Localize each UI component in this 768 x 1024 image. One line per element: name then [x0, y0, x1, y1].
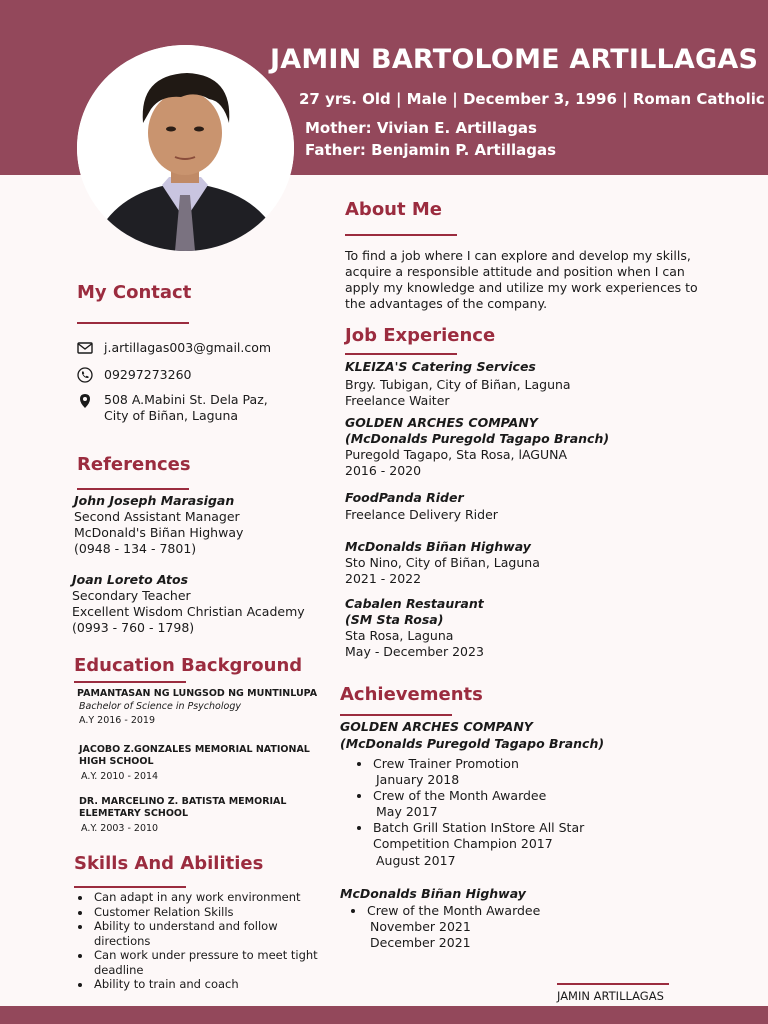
- school-name: DR. MARCELINO Z. BATISTA MEMORIAL ELEMETARY SCHOOL: [79, 796, 287, 819]
- skills-heading: Skills And Abilities: [74, 853, 264, 874]
- reference-name: John Joseph Marasigan: [74, 493, 235, 508]
- job-branch: (McDonalds Puregold Tagapo Branch): [345, 431, 610, 446]
- reference-phone: (0993 - 760 - 1798): [72, 620, 195, 635]
- achievement-date: January 2018: [376, 772, 460, 787]
- location-pin-icon: [77, 393, 93, 409]
- job-location: Brgy. Tubigan, City of Biñan, Laguna: [345, 377, 571, 392]
- profile-photo: [77, 45, 294, 251]
- education-rule: [74, 681, 186, 683]
- reference-phone: (0948 - 134 - 7801): [74, 541, 197, 556]
- references-rule: [77, 488, 189, 490]
- job-item: [345, 490, 725, 523]
- reference-workplace: Excellent Wisdom Christian Academy: [72, 604, 305, 619]
- signature-line: [557, 983, 669, 985]
- school-year: A.Y 2016 - 2019: [79, 715, 155, 726]
- signature-name: JAMIN ARTILLAGAS: [557, 989, 664, 1003]
- reference-item: [74, 493, 243, 557]
- achievement-item: [347, 903, 627, 951]
- skill-item: Can work under pressure to meet tight deadline: [74, 948, 334, 977]
- job-dates: 2021 - 2022: [345, 571, 422, 586]
- achievement-date: November 2021: [370, 919, 471, 934]
- reference-item: [72, 572, 305, 636]
- achievement-branch: (McDonalds Puregold Tagapo Branch): [340, 736, 605, 751]
- achievement-item: [353, 756, 633, 788]
- job-company: GOLDEN ARCHES COMPANY: [345, 415, 538, 430]
- envelope-icon: [77, 340, 93, 356]
- experience-rule: [345, 353, 457, 355]
- contact-rule: [77, 322, 189, 324]
- job-branch: (SM Sta Rosa): [345, 612, 444, 627]
- footer-band: [0, 1006, 768, 1024]
- job-role: Freelance Waiter: [345, 393, 450, 408]
- job-item: [345, 359, 725, 409]
- skill-item: Customer Relation Skills: [74, 905, 334, 920]
- job-company: FoodPanda Rider: [345, 490, 464, 505]
- job-item: [345, 539, 725, 587]
- school-year: A.Y. 2010 - 2014: [81, 771, 159, 782]
- job-dates: 2016 - 2020: [345, 463, 422, 478]
- achievement-date: May 2017: [376, 804, 438, 819]
- job-item: [345, 596, 725, 660]
- full-name: JAMIN BARTOLOME ARTILLAGAS: [270, 44, 759, 75]
- job-company: McDonalds Biñan Highway: [345, 539, 531, 554]
- job-dates: May - December 2023: [345, 644, 484, 659]
- job-location: Sta Rosa, Laguna: [345, 628, 454, 643]
- skills-rule: [74, 886, 186, 888]
- contact-email[interactable]: j.artillagas003@gmail.com: [104, 340, 272, 355]
- achievement-list: [353, 756, 633, 869]
- job-company: Cabalen Restaurant: [345, 596, 484, 611]
- achievement-title: Crew of the Month Awardee: [367, 903, 541, 918]
- achievement-item: [353, 788, 633, 820]
- about-rule: [345, 234, 457, 236]
- about-heading: About Me: [345, 199, 442, 220]
- achievement-date: August 2017: [376, 853, 456, 868]
- job-location: Puregold Tagapo, Sta Rosa, lAGUNA: [345, 447, 568, 462]
- contact-heading: My Contact: [77, 282, 192, 303]
- references-heading: References: [77, 454, 191, 475]
- achievement-title: Batch Grill Station InStore All Star Competition Champion 2017: [373, 820, 585, 851]
- skill-item: Can adapt in any work environment: [74, 890, 334, 905]
- skill-item: Ability to understand and follow directions: [74, 919, 334, 948]
- job-location: Sto Nino, City of Biñan, Laguna: [345, 555, 540, 570]
- achievement-title: Crew of the Month Awardee: [373, 788, 547, 803]
- phone-icon: [77, 367, 93, 383]
- achievement-company: GOLDEN ARCHES COMPANY: [340, 719, 533, 734]
- reference-name: Joan Loreto Atos: [72, 572, 189, 587]
- school-name: PAMANTASAN NG LUNGSOD NG MUNTINLUPA: [77, 688, 318, 699]
- about-text: To find a job where I can explore and develop my skills, acquire a responsible attitude and position when I can apply my knowledge and utilize my work experiences to the advantages of the company.: [345, 248, 698, 311]
- achievement-title: Crew Trainer Promotion: [373, 756, 519, 771]
- contact-address: [104, 392, 268, 424]
- personal-info: 27 yrs. Old | Male | December 3, 1996 | Roman Catholic: [299, 90, 765, 108]
- achievement-group: [340, 719, 740, 869]
- contact-phone[interactable]: 09297273260: [104, 367, 192, 382]
- achievement-date: December 2021: [370, 935, 471, 950]
- job-company: KLEIZA'S Catering Services: [345, 359, 536, 374]
- education-item: [77, 688, 327, 728]
- skills-list: [74, 890, 334, 992]
- achievement-item: [353, 820, 633, 869]
- degree: Bachelor of Science in Psychology: [79, 701, 241, 712]
- address-line-1: 508 A.Mabini St. Dela Paz,: [104, 392, 268, 407]
- job-role: Freelance Delivery Rider: [345, 507, 498, 522]
- skill-item: Ability to train and coach: [74, 977, 334, 992]
- achievement-list: [347, 903, 627, 951]
- mother-name: Mother: Vivian E. Artillagas: [305, 119, 537, 137]
- education-item: [79, 796, 319, 836]
- job-item: [345, 415, 725, 479]
- reference-position: Second Assistant Manager: [74, 509, 240, 524]
- reference-position: Secondary Teacher: [72, 588, 191, 603]
- achievements-rule: [340, 714, 452, 716]
- achievements-heading: Achievements: [340, 684, 483, 705]
- school-year: A.Y. 2003 - 2010: [81, 823, 159, 834]
- achievement-group: [340, 886, 740, 951]
- education-item: [79, 744, 319, 784]
- education-heading: Education Background: [74, 655, 303, 676]
- reference-workplace: McDonald's Biñan Highway: [74, 525, 244, 540]
- school-name: JACOBO Z.GONZALES MEMORIAL NATIONAL HIGH SCHOOL: [79, 744, 310, 767]
- achievement-company: McDonalds Biñan Highway: [340, 886, 526, 901]
- father-name: Father: Benjamin P. Artillagas: [305, 141, 557, 159]
- experience-heading: Job Experience: [345, 325, 496, 346]
- address-line-2: City of Biñan, Laguna: [104, 408, 239, 423]
